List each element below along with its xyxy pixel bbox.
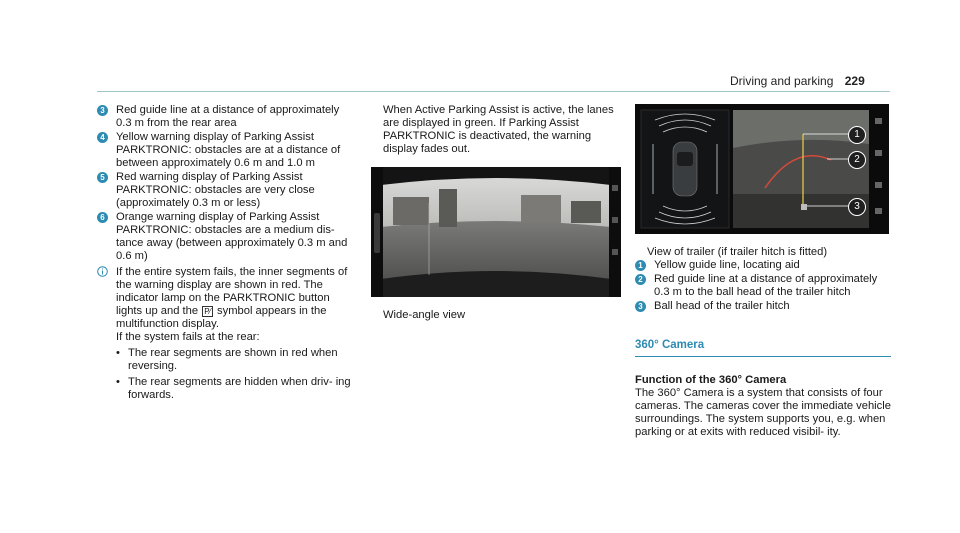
item-text: Yellow warning display of Parking Assist PARKTRONIC: obstacles are at a distance of between approximately 0.6 m and 1.0 m <box>116 131 341 169</box>
section-name: Driving and parking <box>730 74 834 88</box>
section-title: 360° Camera <box>635 339 705 351</box>
column-middle <box>371 104 621 322</box>
number-badge: 2 <box>635 274 646 285</box>
item-text: Red guide line at a distance of approximately 0.3 m to the ball head of the trailer hitch <box>654 273 878 298</box>
list-item <box>97 131 357 170</box>
parktronic-symbol: P⁄ <box>204 306 211 316</box>
page-header <box>730 74 865 88</box>
header-divider <box>97 91 890 92</box>
number-badge: 3 <box>97 105 108 116</box>
wide-angle-illustration <box>371 167 621 297</box>
number-badge: 1 <box>635 260 646 271</box>
callout-1: 1 <box>848 126 866 144</box>
subsection-title: Function of the 360° Camera <box>635 374 787 386</box>
item-text: Orange warning display of Parking Assist PARKTRONIC: obstacles are a medium dis- tance away (between approximately 0.3 m and 0.6 m) <box>116 211 348 262</box>
column-left <box>97 104 357 403</box>
note-text-c: If the system fails at the rear: <box>116 331 260 343</box>
image-caption: Wide-angle view <box>383 309 466 321</box>
list-item <box>635 259 891 272</box>
item-text: Red guide line at a distance of approximately 0.3 m from the rear area <box>116 104 340 129</box>
callout-3: 3 <box>848 198 866 216</box>
list-item <box>97 211 357 263</box>
number-badge: 3 <box>635 301 646 312</box>
intro-text: When Active Parking Assist is active, the lanes are displayed in green. If Parking Assist PARKTRONIC is deactivated, the warning display fades out. <box>383 104 614 155</box>
item-text: Yellow guide line, locating aid <box>654 259 800 271</box>
item-text: Red warning display of Parking Assist PARKTRONIC: obstacles are very close (approximately 0.3 m or less) <box>116 171 315 209</box>
info-icon <box>97 266 108 277</box>
bullet-item: • The rear segments are hidden when driv- ing forwards. <box>116 376 357 402</box>
number-badge: 6 <box>97 212 108 223</box>
bullet-item: • The rear segments are shown in red when reversing. <box>116 347 357 373</box>
image-caption: View of trailer (if trailer hitch is fitted) <box>647 246 828 258</box>
item-text: Ball head of the trailer hitch <box>654 300 790 312</box>
number-badge: 4 <box>97 132 108 143</box>
note-text: If the entire system fails, the inner segments of the warning display are shown in red. The indicator lamp on the PARKTRONIC button lights up and the <box>116 266 348 317</box>
column-right <box>635 104 891 439</box>
list-item <box>97 104 357 130</box>
page-number: 229 <box>844 74 865 88</box>
note-block <box>97 266 357 402</box>
section-divider <box>635 356 891 357</box>
body-text: The 360° Camera is a system that consists of four cameras. The cameras cover the immediate vehicle surroundings. The system supports you, e.g. when parking or at exits with reduced visibil- ity. <box>635 387 891 438</box>
number-badge: 5 <box>97 172 108 183</box>
trailer-view-illustration <box>635 104 889 234</box>
callout-2: 2 <box>848 151 866 169</box>
list-item <box>635 300 891 313</box>
wide-angle-image <box>371 167 621 297</box>
list-item <box>97 171 357 210</box>
trailer-view-image <box>635 104 889 234</box>
note-text-b: symbol appears in the multifunction display. <box>116 305 327 330</box>
list-item <box>635 273 891 299</box>
